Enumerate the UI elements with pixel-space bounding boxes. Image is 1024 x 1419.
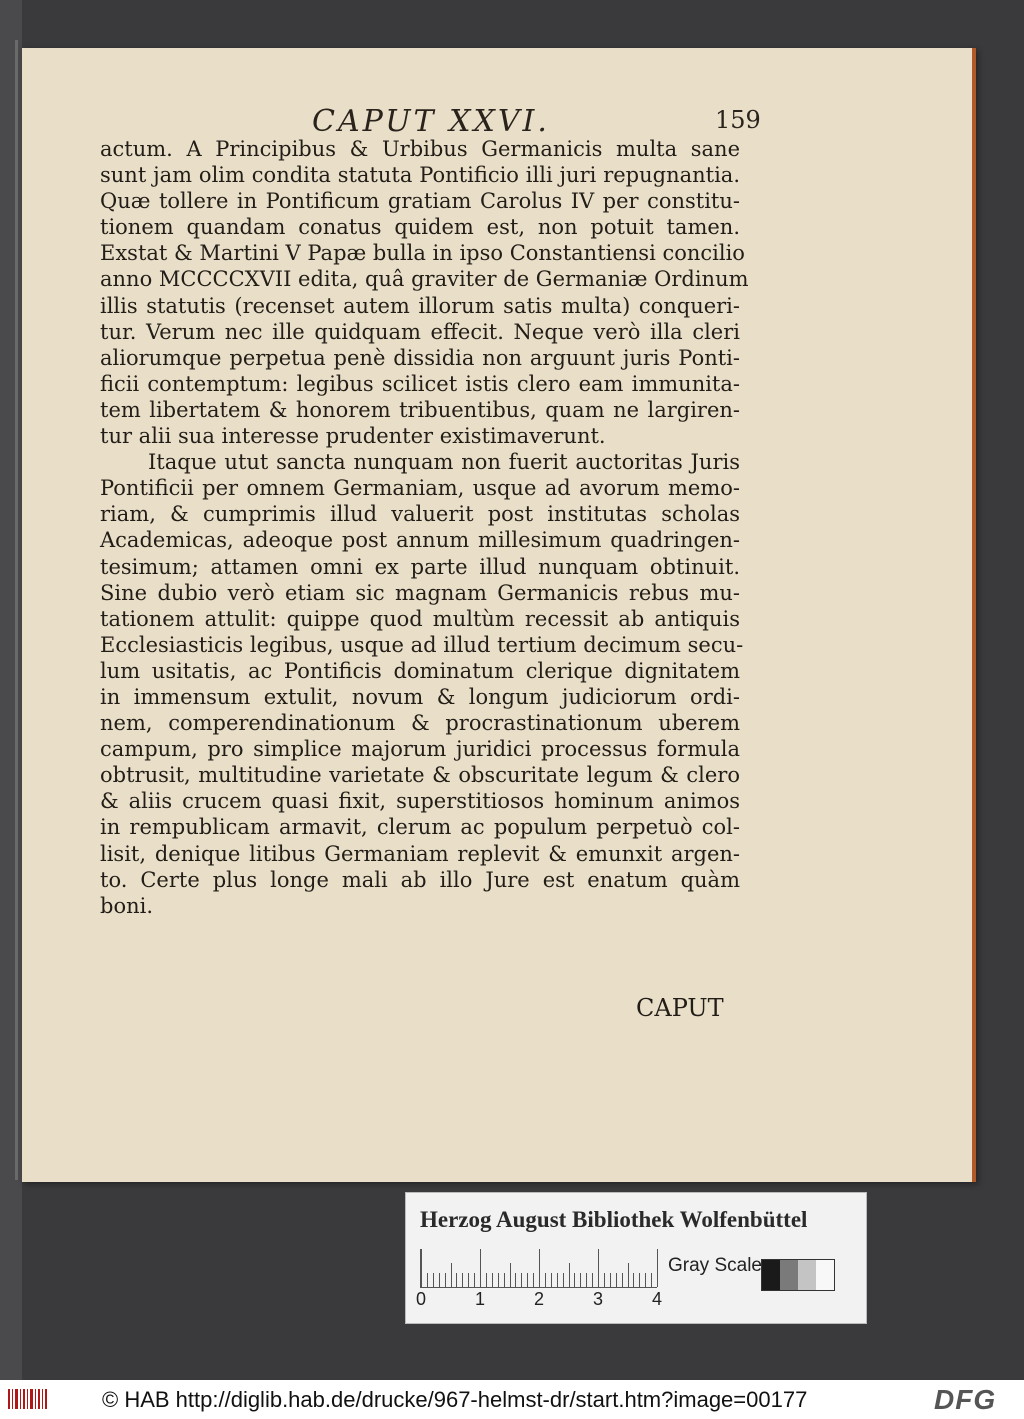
text-line: nem, comperendinationum & procrastinationum uberem [100,711,740,736]
ruler-tick [515,1273,516,1287]
text-line: tur alii sua interesse prudenter existimaverunt. [100,424,606,449]
page-number: 159 [715,106,761,134]
gray-scale-swatches [761,1259,835,1291]
text-line: Pontificii per omnem Germaniam, usque ad avorum memo- [100,476,740,501]
footer-url[interactable]: © HAB http://diglib.hab.de/drucke/967-helmst-dr/start.htm?image=00177 [102,1387,808,1412]
ruler-tick [527,1273,528,1287]
body-text [100,136,749,919]
ruler-tick [539,1249,540,1287]
text-line: Quæ tollere in Pontificum gratiam Carolus IV per constitu- [100,189,740,214]
scale-number: 2 [534,1289,545,1309]
ruler-tick [468,1273,469,1287]
barcode-icon [6,1386,48,1412]
text-line: riam, & cumprimis illud valuerit post institutas scholas [100,502,740,527]
ruler-tick [504,1273,505,1287]
text-line: obtrusit, multitudine varietate & obscuritate legum & clero [100,763,740,788]
ruler-tick [633,1273,634,1287]
scale-number: 0 [416,1289,427,1309]
text-line: to. Certe plus longe mali ab illo Jure est enatum quàm [100,867,740,892]
ruler-tick [580,1273,581,1287]
ruler-tick [651,1273,652,1287]
ruler-tick [445,1273,446,1287]
ruler-tick [604,1273,605,1287]
ruler-tick [433,1273,434,1287]
ruler-tick [510,1263,511,1287]
ruler-tick [569,1263,570,1287]
text-line: campum, pro simplice majorum juridici processus formula [100,737,740,762]
text-line: Exstat & Martini V Papæ bulla in ipso Constantiensi concilio [100,241,745,266]
ruler-tick [639,1273,640,1287]
scale-number: 3 [593,1289,604,1309]
dfg-logo: DFG [934,1384,997,1415]
library-label-card [405,1192,867,1324]
ruler-tick [521,1273,522,1287]
text-line: tationem attulit: quippe quod multùm recessit ab antiquis [100,606,740,631]
library-name: Herzog August Bibliothek Wolfenbüttel [420,1207,808,1232]
footer-bar [0,1380,1024,1419]
ruler-tick [492,1273,493,1287]
text-line: & aliis crucem quasi fixit, superstitiosos hominum animos [100,789,740,814]
scale-ruler [420,1249,657,1288]
text-line: aliorumque perpetua penè dissidia non arguunt juris Ponti- [100,345,740,370]
text-line: lum usitatis, ac Pontificis dominatum clerique dignitatem [100,658,740,683]
ruler-tick [616,1273,617,1287]
scale-number: 4 [652,1289,663,1309]
ruler-tick [451,1263,452,1287]
ruler-tick [551,1273,552,1287]
ruler-tick [645,1273,646,1287]
ruler-tick [610,1273,611,1287]
ruler-tick [498,1273,499,1287]
text-line: boni. [100,893,154,918]
ruler-tick [480,1249,481,1287]
ruler-tick [439,1273,440,1287]
ruler-tick [586,1273,587,1287]
text-line: Academicas, adeoque post annum millesimum quadringen- [100,528,740,553]
gray-swatch [798,1260,816,1290]
ruler-tick [427,1273,428,1287]
ruler-tick [456,1273,457,1287]
text-line: tionem quandam conatus quidem est, non potuit tamen. [100,215,740,240]
text-line: Sine dubio verò etiam sic magnam Germanicis rebus mu- [100,580,740,605]
running-head: CAPUT XXVI. [312,104,550,139]
ruler-tick [657,1249,658,1287]
text-line: sunt jam olim condita statuta Pontificio illi juri repugnantia. [100,163,740,188]
ruler-tick [622,1273,623,1287]
ruler-tick [474,1273,475,1287]
ruler-tick [533,1273,534,1287]
text-line: Itaque utut sancta nunquam non fuerit auctoritas Juris [148,450,740,475]
ruler-tick [486,1273,487,1287]
scale-number: 1 [475,1289,486,1309]
gray-scale-label: Gray Scale [668,1255,762,1276]
ruler-tick [598,1249,599,1287]
gray-swatch [816,1260,834,1290]
ruler-tick [574,1273,575,1287]
text-line: in immensum extulit, novum & longum judiciorum ordi- [100,684,740,709]
ruler-tick [545,1273,546,1287]
page-edge [15,40,18,1180]
ruler-tick [462,1273,463,1287]
catchword: CAPUT [636,994,724,1022]
text-line: lisit, denique litibus Germaniam replevit & emunxit argen- [100,841,740,866]
text-line: illis statutis (recenset autem illorum satis multa) conqueri- [100,293,740,318]
text-line: tesimum; attamen omni ex parte illud nunquam obtinuit. [100,554,740,579]
ruler-tick [557,1273,558,1287]
ruler-tick [421,1249,422,1287]
text-line: tur. Verum nec ille quidquam effecit. Neque verò illa cleri [100,319,740,344]
text-line: ficii contemptum: legibus scilicet istis clero eam immunita- [100,371,740,396]
gray-swatch [762,1260,780,1290]
text-line: Ecclesiasticis legibus, usque ad illud tertium decimum secu- [100,632,744,657]
left-strip [0,0,22,1380]
text-line: tem libertatem & honorem tribuentibus, quam ne largiren- [100,397,740,422]
ruler-tick [592,1273,593,1287]
ruler-tick [628,1263,629,1287]
text-line: in rempublicam armavit, clerum ac populum perpetuò col- [100,815,740,840]
text-line: actum. A Principibus & Urbibus Germanicis multa sane [100,137,740,161]
text-line: anno MCCCCXVII edita, quâ graviter de Germaniæ Ordinum [100,267,749,292]
ruler-tick [563,1273,564,1287]
gray-swatch [780,1260,798,1290]
